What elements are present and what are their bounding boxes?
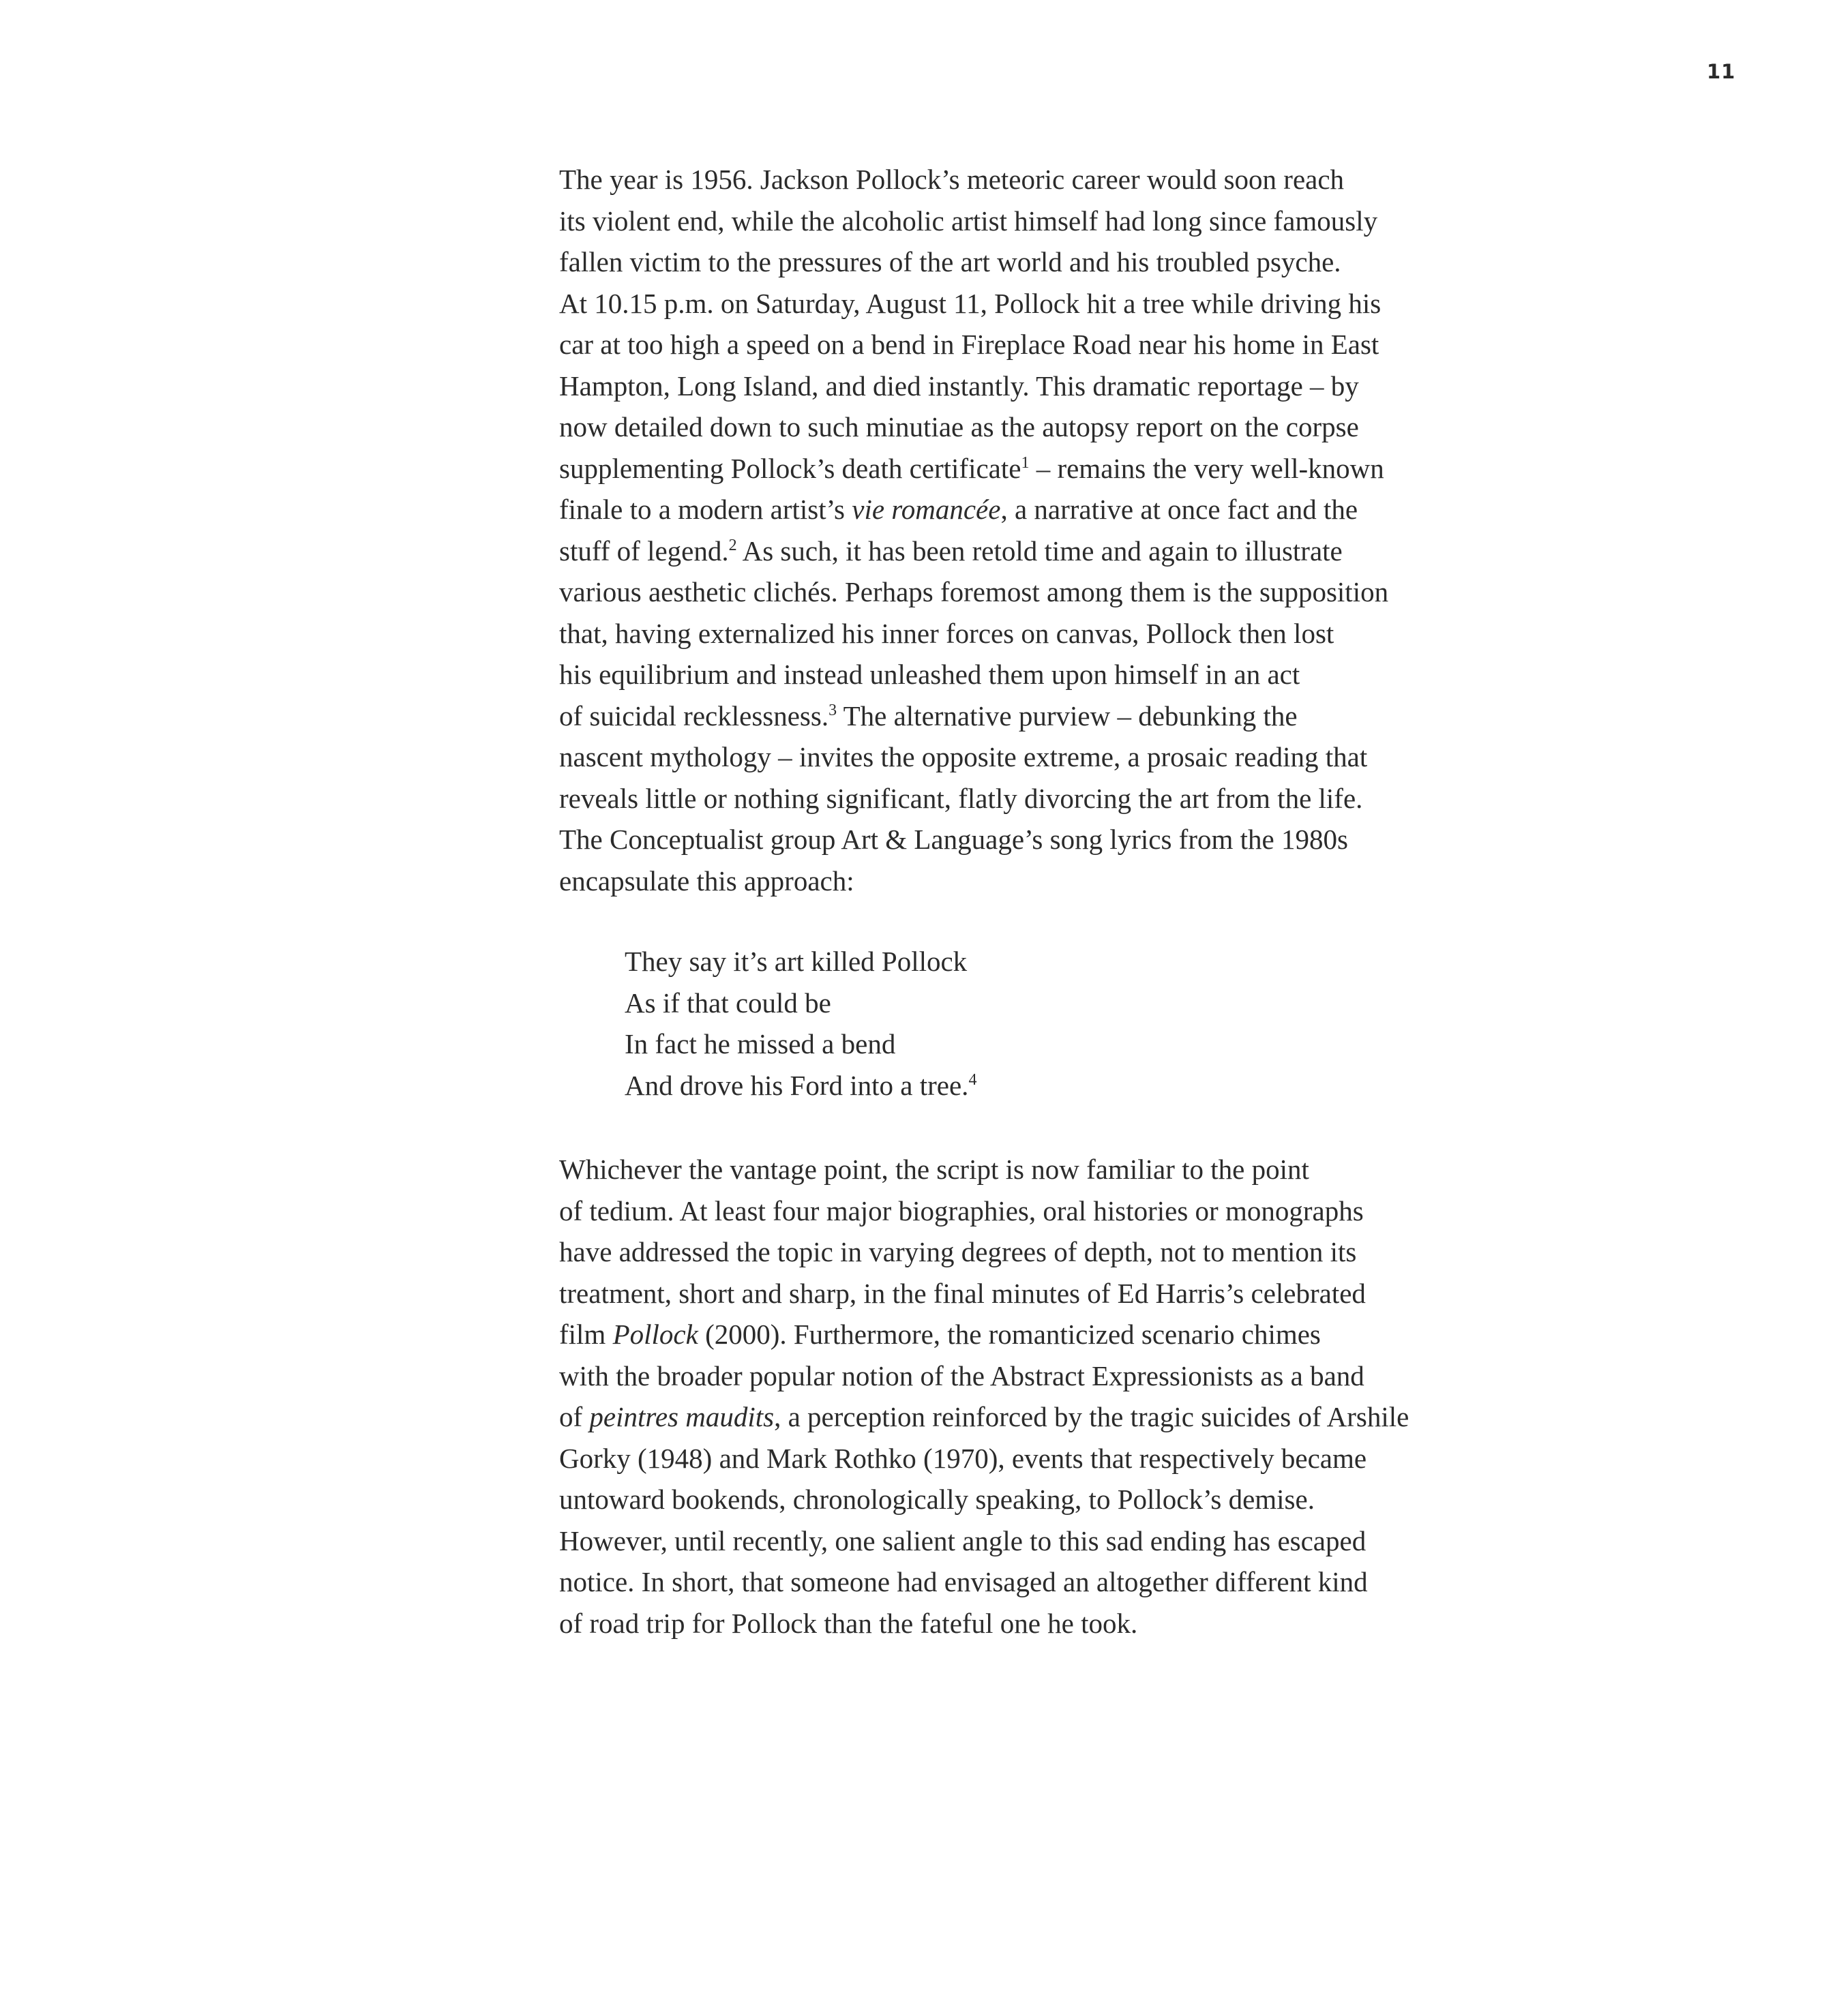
- text-run: Hampton, Long Island, and died instantly. This dramatic reportage – by: [559, 370, 1359, 402]
- text-line: [559, 1273, 1409, 1314]
- text-line: [559, 530, 1388, 572]
- text-line: [559, 1231, 1409, 1273]
- text-line: [625, 1065, 976, 1107]
- text-run: now detailed down to such minutiae as the autopsy report on the corpse: [559, 411, 1359, 442]
- text-run: treatment, short and sharp, in the final minutes of Ed Harris’s celebrated: [559, 1277, 1366, 1309]
- text-line: [559, 1438, 1409, 1479]
- text-line: [559, 819, 1388, 860]
- text-line: [559, 1149, 1409, 1190]
- text-run: , a perception reinforced by the tragic suicides of Arshile: [774, 1401, 1409, 1432]
- text-line: [559, 406, 1388, 448]
- text-run: supplementing Pollock’s death certificate: [559, 452, 1021, 484]
- text-line: [559, 860, 1388, 902]
- text-run: of: [559, 1401, 590, 1432]
- page-number: 11: [1707, 60, 1736, 83]
- text-run: The alternative purview – debunking the: [837, 699, 1298, 732]
- text-run: of road trip for Pollock than the fateful one he took.: [559, 1607, 1138, 1639]
- text-line: [559, 1479, 1409, 1520]
- text-run: Whichever the vantage point, the script is now familiar to the point: [559, 1154, 1309, 1185]
- text-line: [559, 736, 1388, 778]
- text-run: of suicidal recklessness.: [559, 699, 829, 732]
- text-run: of tedium. At least four major biographies, oral histories or monographs: [559, 1194, 1364, 1227]
- text-run: encapsulate this approach:: [559, 864, 854, 897]
- text-line: [559, 1355, 1409, 1397]
- text-run: notice. In short, that someone had envisaged an altogether different kind: [559, 1566, 1368, 1597]
- text-line: [559, 695, 1388, 737]
- text-line: [625, 941, 976, 982]
- text-run: And drove his Ford into a tree.: [625, 1069, 969, 1101]
- text-run: The year is 1956. Jackson Pollock’s meteoric career would soon reach: [559, 164, 1345, 195]
- text-line: [559, 489, 1388, 530]
- text-run: finale to a modern artist’s: [559, 494, 852, 525]
- text-line: [559, 283, 1388, 325]
- text-line: [559, 571, 1388, 613]
- text-line: [559, 241, 1388, 283]
- text-run: The Conceptualist group Art & Language’s song lyrics from the 1980s: [559, 824, 1348, 855]
- text-run: , a narrative at once fact and the: [1000, 494, 1358, 525]
- text-line: [559, 159, 1388, 200]
- text-run: his equilibrium and instead unleashed them upon himself in an act: [559, 659, 1300, 690]
- text-run: At 10.15 p.m. on Saturday, August 11, Pollock hit a tree while driving his: [559, 287, 1382, 319]
- text-run: fallen victim to the pressures of the art world and his troubled psyche.: [559, 246, 1341, 277]
- italic-text: peintres maudits: [589, 1401, 775, 1432]
- text-line: [559, 1561, 1409, 1603]
- text-run: car at too high a speed on a bend in Fireplace Road near his home in East: [559, 329, 1379, 360]
- text-line: [559, 1520, 1409, 1562]
- text-run: However, until recently, one salient angle to this sad ending has escaped: [559, 1524, 1366, 1556]
- text-line: [559, 1396, 1409, 1438]
- italic-text: Pollock: [612, 1319, 698, 1350]
- text-run: (2000). Furthermore, the romanticized scenario chimes: [698, 1319, 1321, 1350]
- text-line: [625, 982, 976, 1024]
- text-run: Gorky (1948) and Mark Rothko (1970), events that respectively became: [559, 1442, 1367, 1474]
- text-line: [559, 324, 1388, 365]
- text-run: have addressed the topic in varying degrees of depth, not to mention its: [559, 1236, 1357, 1267]
- text-run: various aesthetic clichés. Perhaps foremost among them is the supposition: [559, 576, 1389, 607]
- text-run: As such, it has been retold time and again to illustrate: [736, 535, 1343, 567]
- text-line: [559, 613, 1388, 655]
- text-line: [559, 448, 1388, 490]
- footnote-marker: 4: [968, 1070, 977, 1089]
- text-line: [559, 1603, 1409, 1644]
- text-line: [559, 200, 1388, 242]
- text-run: As if that could be: [625, 987, 831, 1019]
- italic-text: vie romancée: [852, 494, 1001, 525]
- text-run: nascent mythology – invites the opposite extreme, a prosaic reading that: [559, 741, 1368, 772]
- text-line: [559, 778, 1388, 819]
- quoted-song-lyrics: [625, 941, 976, 1106]
- body-paragraph-1: [559, 159, 1388, 901]
- footnote-marker: 3: [828, 701, 837, 719]
- text-line: [559, 1314, 1409, 1355]
- text-run: stuff of legend.: [559, 535, 729, 567]
- text-run: film: [559, 1319, 613, 1350]
- footnote-marker: 2: [728, 536, 737, 554]
- footnote-marker: 1: [1021, 453, 1030, 472]
- text-run: reveals little or nothing significant, flatly divorcing the art from the life.: [559, 782, 1363, 814]
- text-run: its violent end, while the alcoholic artist himself had long since famously: [559, 205, 1378, 237]
- text-run: In fact he missed a bend: [625, 1028, 896, 1059]
- body-paragraph-2: [559, 1149, 1409, 1644]
- text-run: They say it’s art killed Pollock: [625, 946, 968, 977]
- text-line: [559, 654, 1388, 695]
- text-line: [559, 365, 1388, 407]
- text-run: that, having externalized his inner forces on canvas, Pollock then lost: [559, 617, 1334, 649]
- text-run: with the broader popular notion of the Abstract Expressionists as a band: [559, 1359, 1364, 1391]
- text-line: [559, 1190, 1409, 1232]
- text-line: [625, 1023, 976, 1065]
- text-run: untoward bookends, chronologically speaking, to Pollock’s demise.: [559, 1484, 1315, 1515]
- text-run: – remains the very well-known: [1029, 452, 1384, 484]
